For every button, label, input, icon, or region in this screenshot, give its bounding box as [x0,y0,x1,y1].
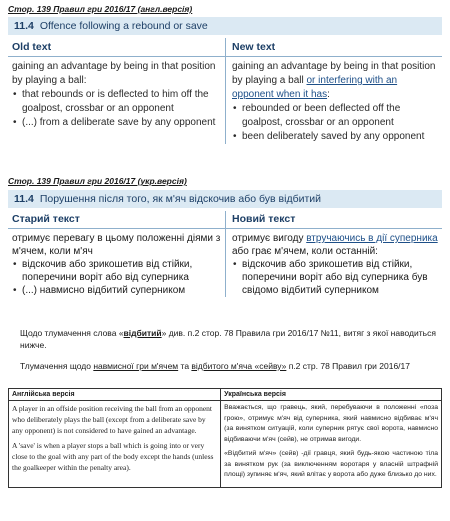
table-cell-english [9,401,221,488]
changed-text: втручаючись в дії суперника [306,233,438,244]
law-text: A player in an offside position receiving the ball from an opponent who deliberately plays the ball (except from a deliberate save by any opponent) is not considered to have gained an advantage. [12,404,213,435]
new-text-intro: отримує вигоду втручаючись в дії суперника або грає м'ячем, коли останній: [232,233,438,257]
caption-ukrainian-version: Стор. 139 Правил гри 2016/17 (укр.версія) [8,176,187,186]
law-text: «Відбитий м'яч» (сейв) -дії гравця, який будь-якою частиною тіла за винятком рук (за виключенням воротаря у власній штрафній площі) зупиняє м'яч, який влітає у ворота або дуже близько до них. [224,450,438,478]
old-text-item: • відскочив або зрикошетив від стійки, поперечини воріт або від суперника [22,258,221,284]
new-text-column [225,38,442,144]
old-text-item: • that rebounds or is deflected to him off the goalpost, crossbar or an opponent [22,88,221,116]
new-text-intro: gaining an advantage by being in that position by playing a ball or interfering with an opponent when it has: [232,61,436,100]
new-text-column [225,211,442,297]
changed-text: or interfering with an opponent when it has [232,75,398,100]
term-highlight: відбитого м'яча «сейву» [191,361,287,371]
old-text-intro: gaining an advantage by being in that position by playing a ball: [12,61,216,86]
caption-english-version: Стор. 139 Правил гри 2016/17 (англ.версія) [8,4,193,14]
new-text-heading: Новий текст [226,213,442,229]
old-text-column [8,38,225,130]
law-comparison-table [8,388,442,488]
old-text-intro: отримує перевагу в цьому положенні діями з м'ячем, коли м'яч [12,233,221,257]
section-number: 11.4 [14,20,34,32]
table-header-ukrainian: Українська версія [221,389,442,401]
term-highlight: навмисної гри м'ячем [93,361,179,371]
law-text: Вважається, що гравець, який, перебуваючи в положенні «поза грою», отримує м'яч від суперника, який навмисно відбиває м'яч (за винятком ситуацій, коли суперник рятує свої ворота, навмисно відбиваючи м'яч (сейв), не отримав вигоди. [224,404,438,443]
old-text-column [8,211,225,297]
table-cell-ukrainian [221,401,442,488]
old-text-heading: Old text [8,40,225,57]
new-text-item: • rebounded or been deflected off the goalpost, crossbar or an opponent [242,102,438,130]
table-header-english: Англійська версія [9,389,221,401]
old-text-item: • (...) from a deliberate save by any opponent [22,116,221,130]
new-text-item: • been deliberately saved by any opponent [242,130,438,144]
old-text-item: • (...) навмисно відбитий суперником [22,284,221,297]
new-text-heading: New text [226,40,442,57]
section-title-uk [8,190,442,208]
note-paragraph-1: Щодо тлумачення слова «відбитий» див. п.2 стор. 78 Правила гри 2016/17 №11, витяг з якої наводиться нижче. [20,328,436,350]
comparison-en [8,38,442,168]
old-text-heading: Старий текст [8,213,225,229]
note-paragraph-2: Тлумачення щодо навмисної гри м'ячем та відбитого м'яча «сейву» п.2 стр. 78 Правил гри 2016/17 [20,361,410,371]
term-highlight: відбитий [123,328,162,338]
new-text-item: • відскочив або зрикошетив від стійки, поперечини воріт або від суперника був свідомо відбитий суперником [242,258,438,297]
section-number: 11.4 [14,193,34,205]
law-text: A 'save' is when a player stops a ball which is going into or very close to the goal with any part of the body except the hands (unless the goalkeeper within the penalty area). [12,441,214,472]
section-title-text: Offence following a rebound or save [39,20,208,32]
comparison-uk [8,211,442,321]
section-title-en [8,17,442,35]
section-title-text: Порушення після того, як м'яч відскочив або був відбитий [39,193,322,205]
